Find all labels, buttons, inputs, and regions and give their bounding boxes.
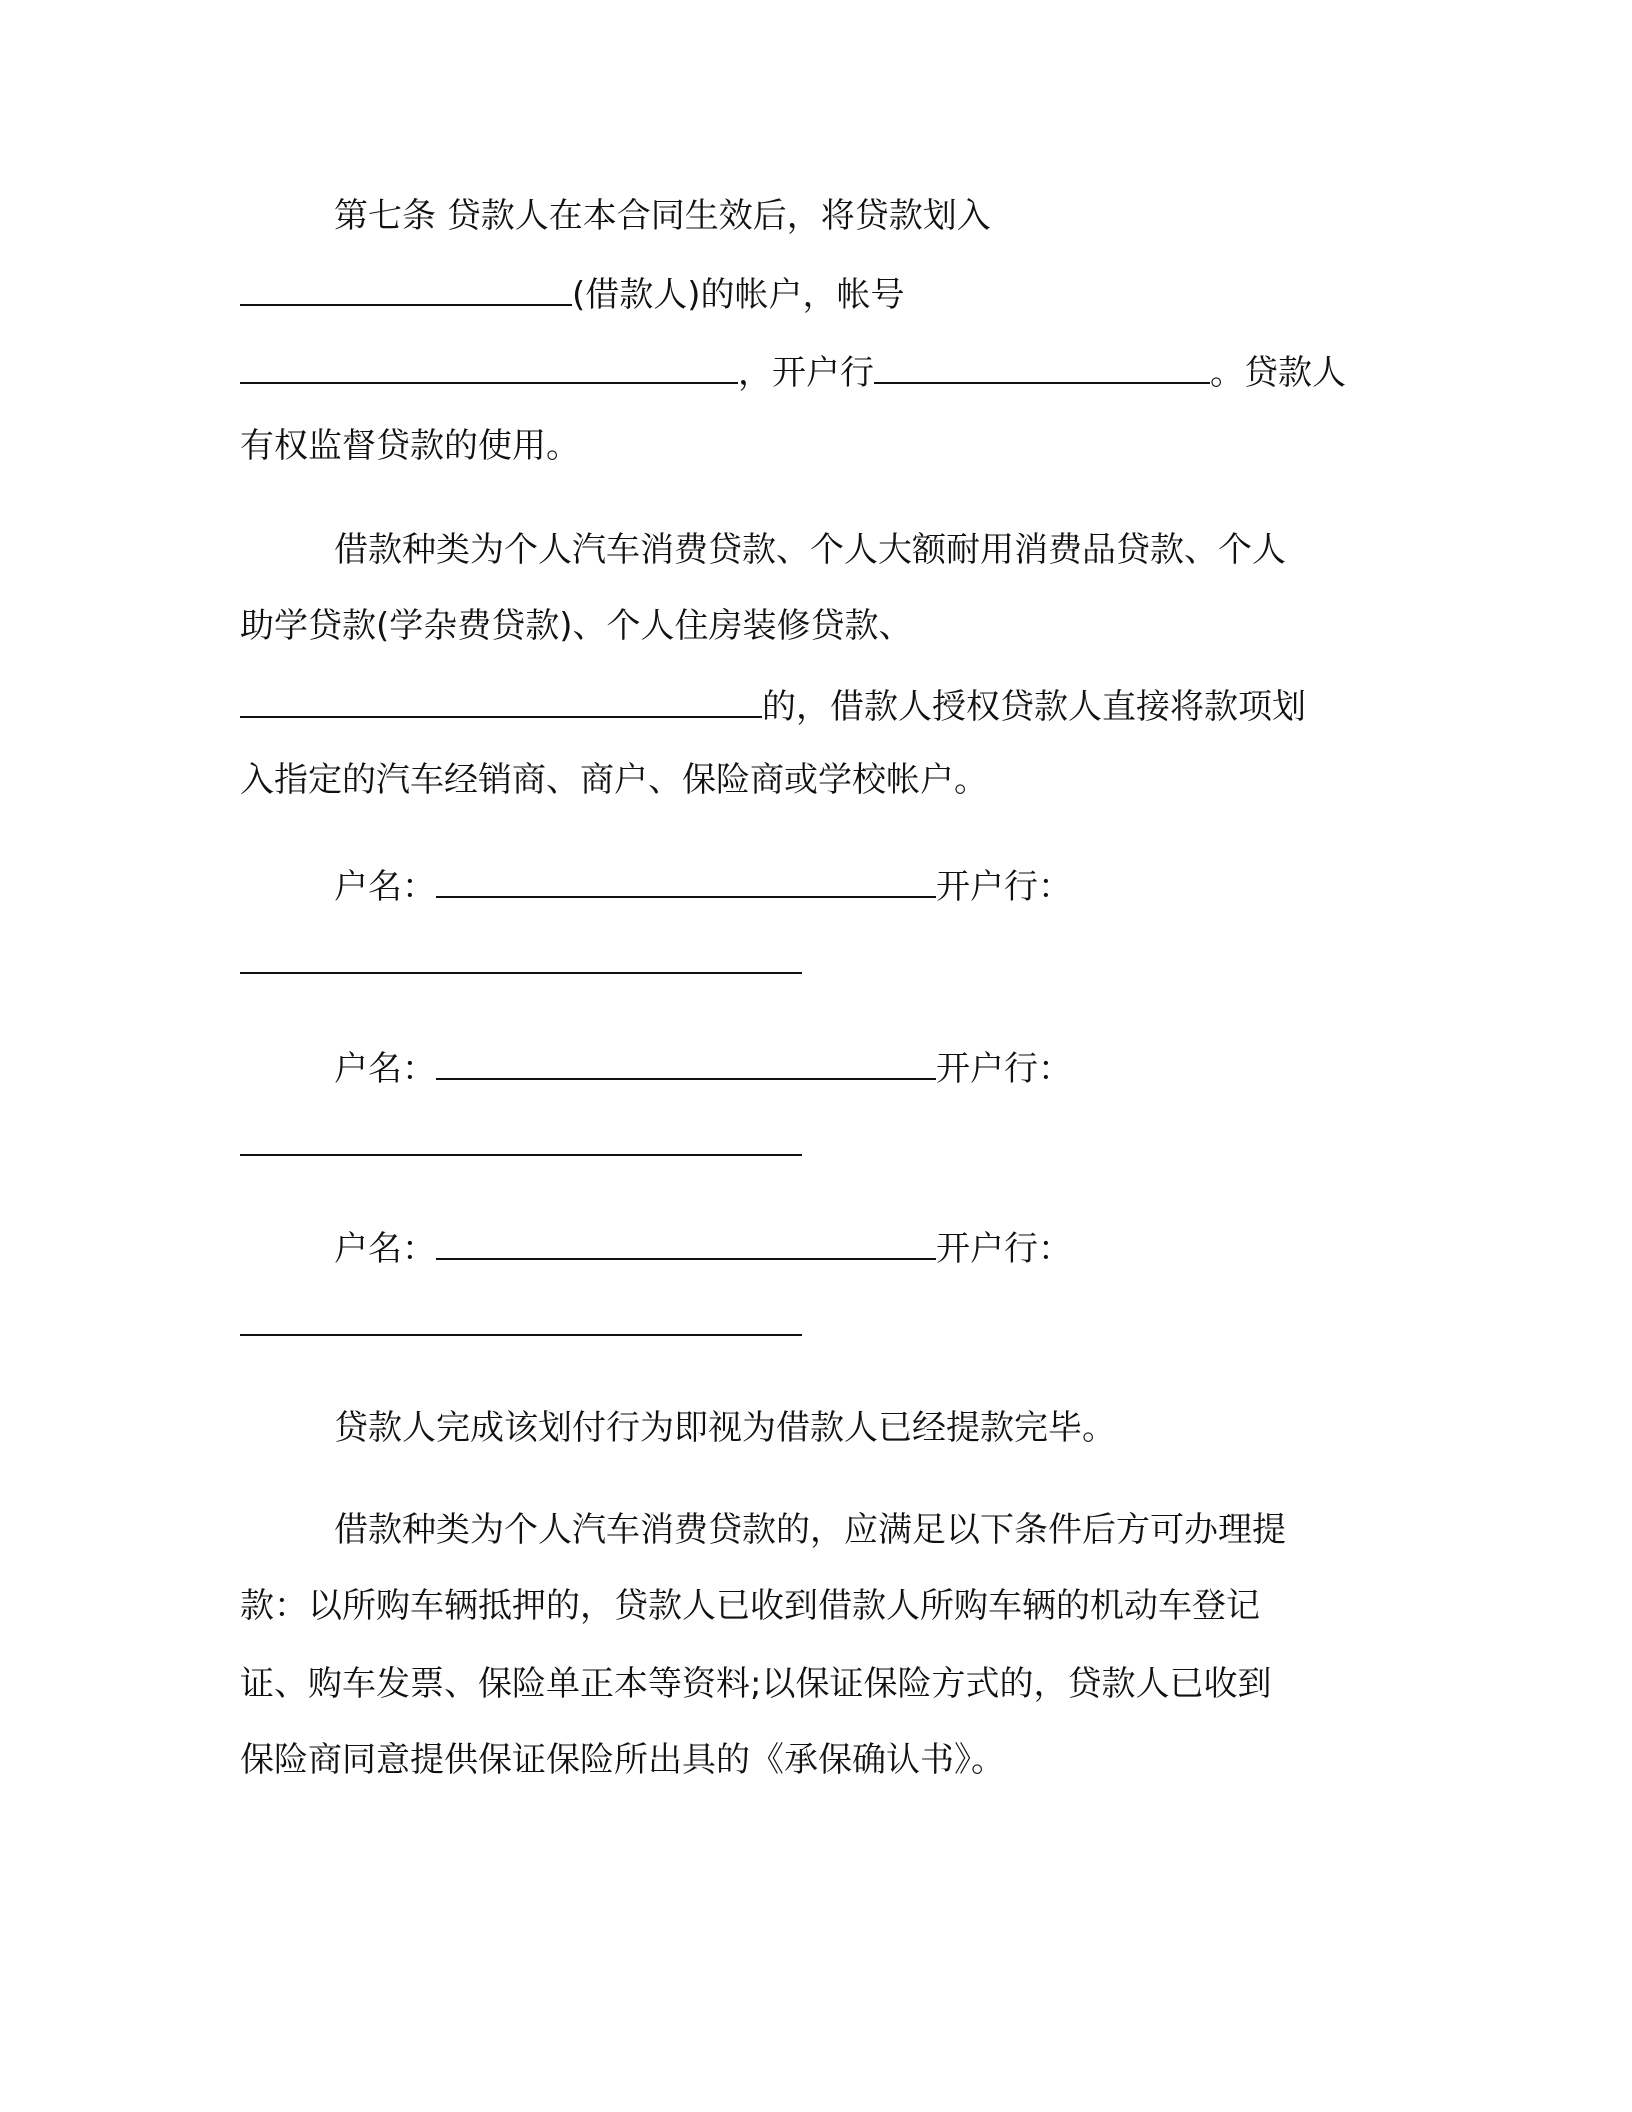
account-1-name-label: 户名： [334, 867, 436, 907]
account-1-name-blank[interactable] [436, 860, 936, 898]
account-1-row [334, 860, 1072, 911]
loan-types-line3 [240, 680, 1306, 731]
article7-line1: 第七条 贷款人在本合同生效后，将贷款划入 [334, 196, 991, 236]
account-3-name-blank[interactable] [436, 1222, 936, 1260]
account-3-row [334, 1222, 1072, 1273]
other-loan-type-blank[interactable] [240, 680, 762, 718]
account-2-bank-label: 开户行： [936, 1049, 1072, 1089]
loan-types-line2: 助学贷款(学杂费贷款)、个人住房装修贷款、 [240, 606, 913, 646]
auto-loan-line2: 款：以所购车辆抵押的，贷款人已收到借款人所购车辆的机动车登记 [240, 1586, 1260, 1626]
article7-line3 [240, 346, 1346, 397]
borrower-name-blank[interactable] [240, 268, 572, 306]
account-3-bank-blank[interactable] [240, 1298, 802, 1336]
account-number-blank[interactable] [240, 346, 738, 384]
article7-line3-end: 。贷款人 [1210, 353, 1346, 393]
account-2-bank-row [240, 1118, 802, 1169]
account-2-row [334, 1042, 1072, 1093]
loan-types-line3-text: 的，借款人授权贷款人直接将款项划 [762, 687, 1306, 727]
article7-line3-mid: ，开户行 [738, 353, 874, 393]
auto-loan-line3: 证、购车发票、保险单正本等资料;以保证保险方式的，贷款人已收到 [240, 1664, 1272, 1704]
loan-types-line1: 借款种类为个人汽车消费贷款、个人大额耐用消费品贷款、个人 [334, 530, 1286, 570]
account-2-name-blank[interactable] [436, 1042, 936, 1080]
loan-types-line4: 入指定的汽车经销商、商户、保险商或学校帐户。 [240, 760, 988, 800]
account-3-name-label: 户名： [334, 1229, 436, 1269]
completion-statement: 贷款人完成该划付行为即视为借款人已经提款完毕。 [334, 1408, 1116, 1448]
account-2-name-label: 户名： [334, 1049, 436, 1089]
article7-line4: 有权监督贷款的使用。 [240, 426, 580, 466]
auto-loan-line1: 借款种类为个人汽车消费贷款的，应满足以下条件后方可办理提 [334, 1510, 1286, 1550]
account-3-bank-row [240, 1298, 802, 1349]
opening-bank-blank[interactable] [874, 346, 1210, 384]
article7-line2 [240, 268, 905, 319]
account-3-bank-label: 开户行： [936, 1229, 1072, 1269]
account-2-bank-blank[interactable] [240, 1118, 802, 1156]
account-1-bank-blank[interactable] [240, 936, 802, 974]
article7-line2-text: (借款人)的帐户，帐号 [572, 275, 905, 315]
account-1-bank-row [240, 936, 802, 987]
auto-loan-line4: 保险商同意提供保证保险所出具的《承保确认书》。 [240, 1740, 1005, 1780]
account-1-bank-label: 开户行： [936, 867, 1072, 907]
